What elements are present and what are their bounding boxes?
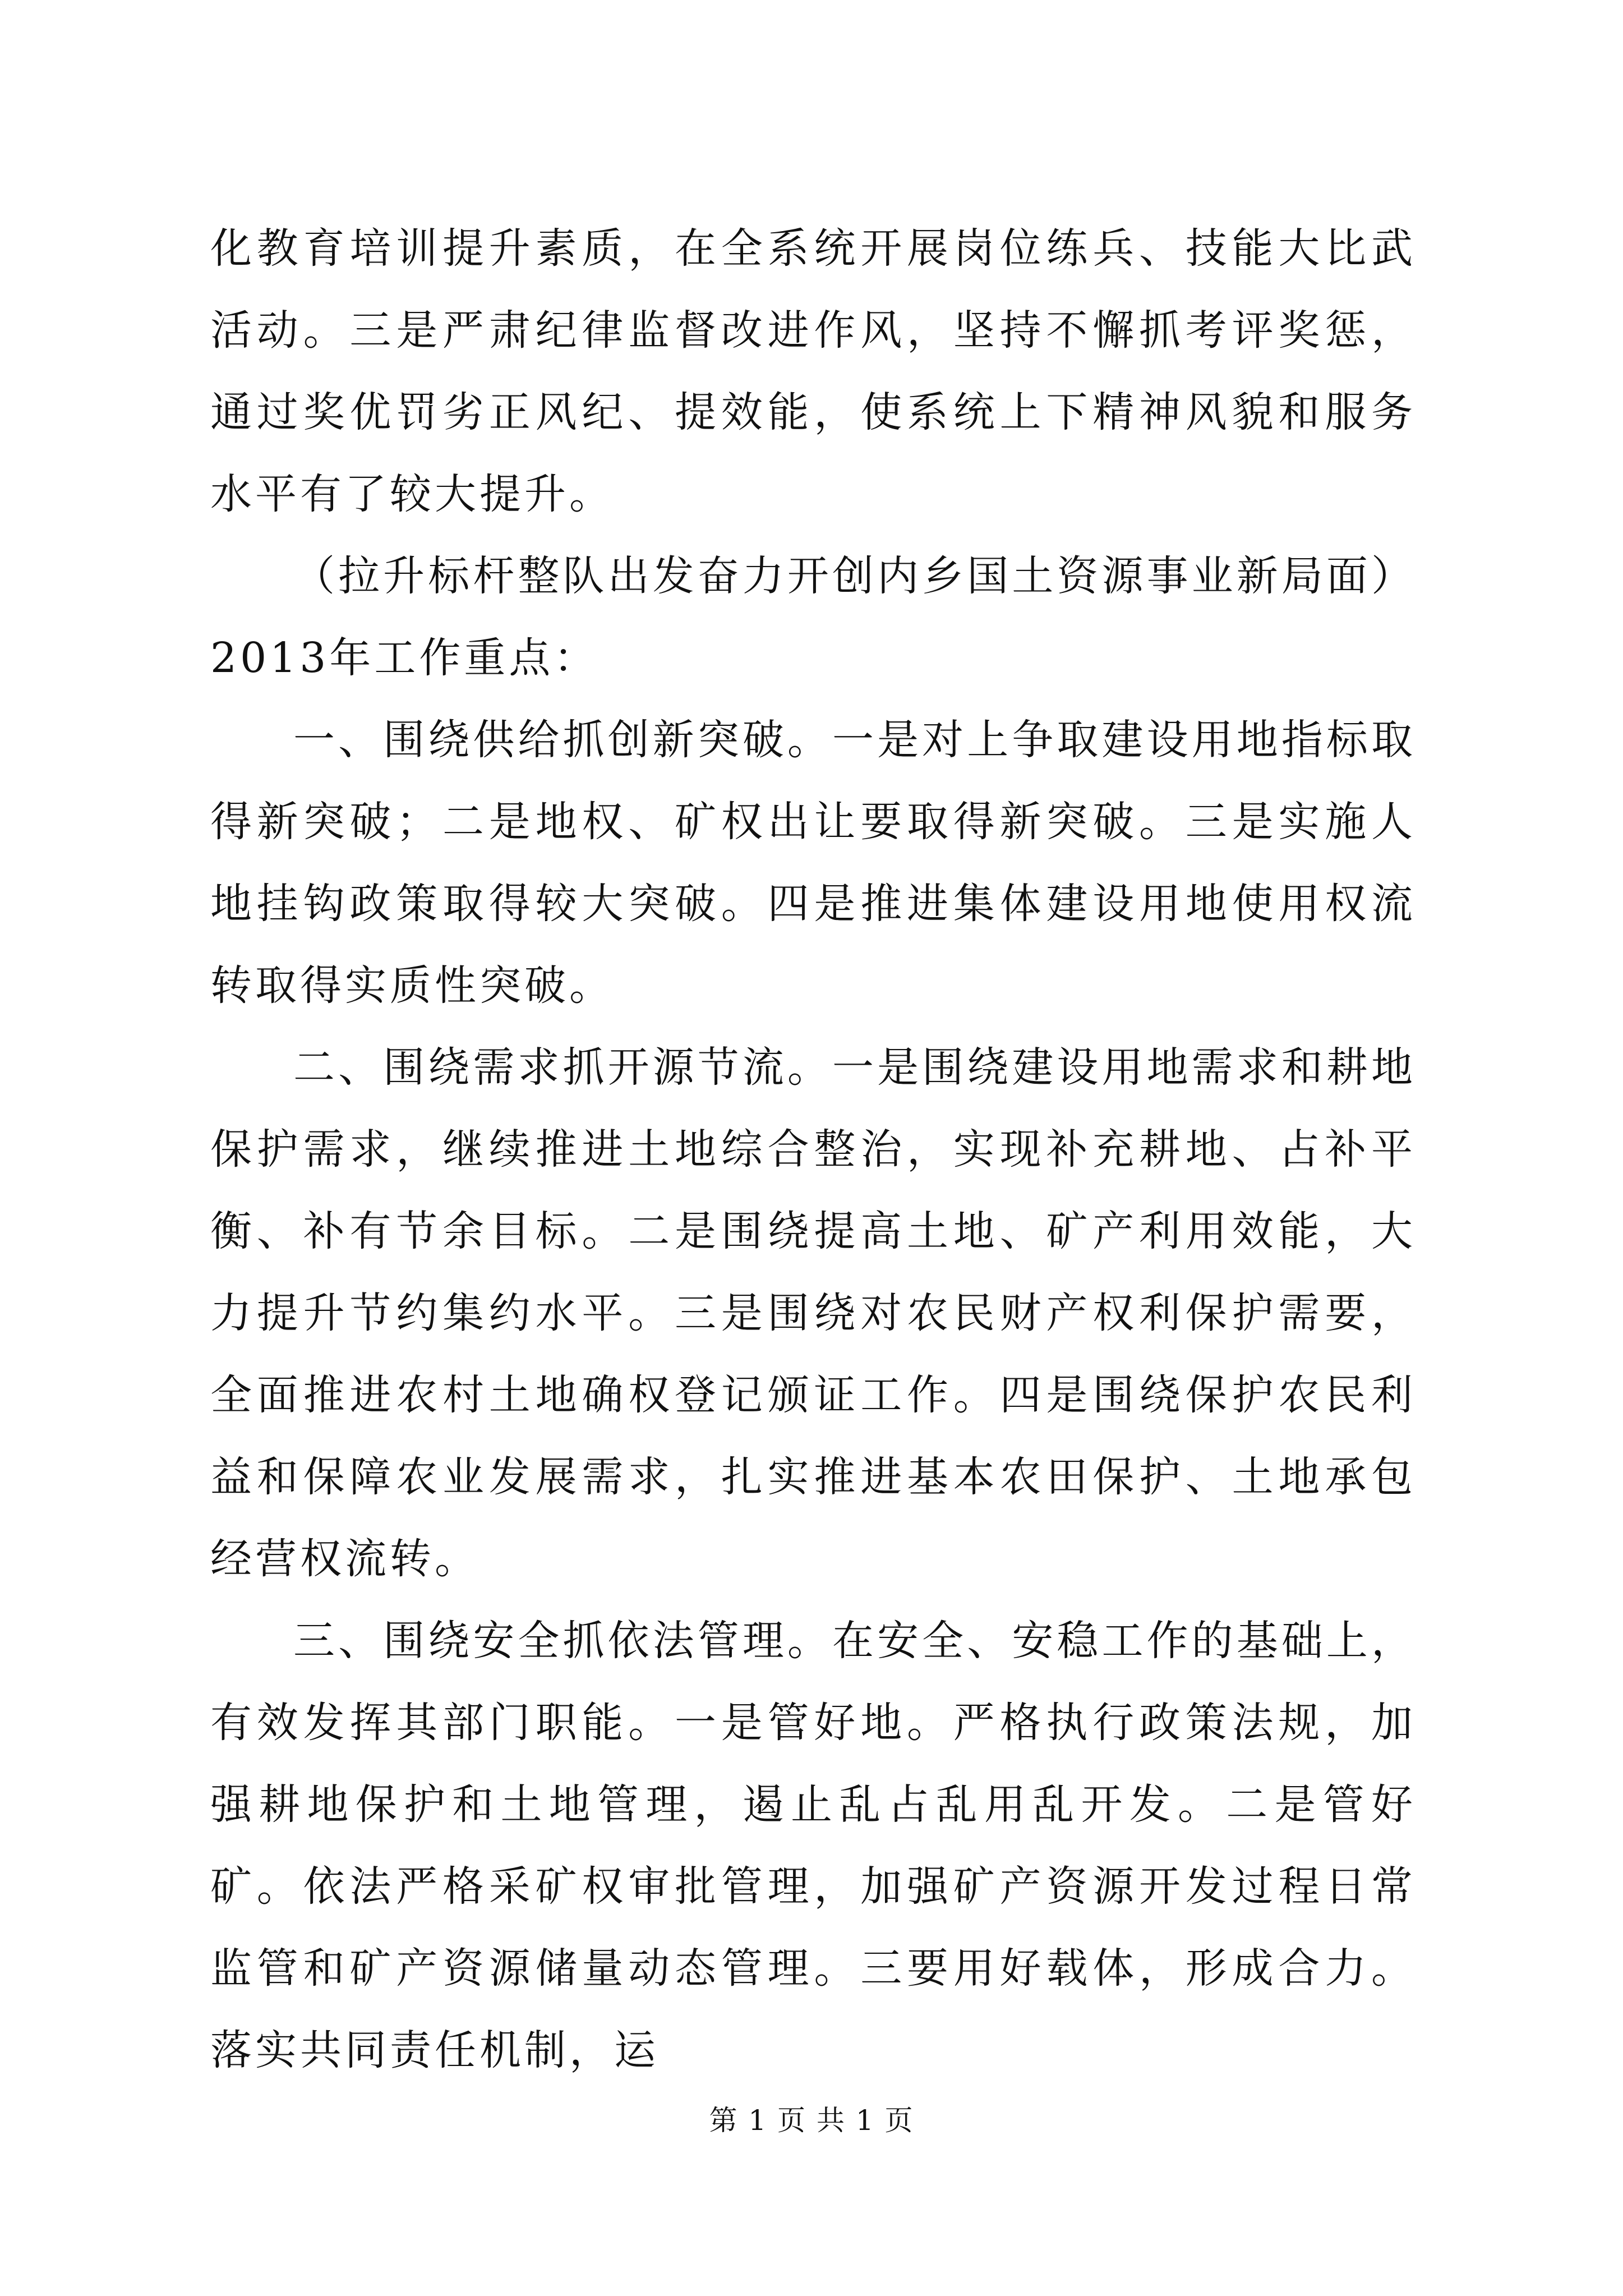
paragraph-heading: （拉升标杆整队出发奋力开创内乡国土资源事业新局面）2013年工作重点：: [210, 552, 1416, 682]
paragraph-continuation: 化教育培训提升素质，在全系统开展岗位练兵、技能大比武活动。三是严肃纪律监督改进作风，坚持不懈抓考评奖惩，通过奖优罚劣正风纪、提效能，使系统上下精神风貌和服务水平有了较大提升。: [210, 224, 1416, 518]
paragraph-point-1: 一、围绕供给抓创新突破。一是对上争取建设用地指标取得新突破；二是地权、矿权出让要取得新突破。三是实施人地挂钩政策取得较大突破。四是推进集体建设用地使用权流转取得实质性突破。: [210, 716, 1416, 1010]
document-body: [210, 208, 1416, 2091]
paragraph-point-2: 二、围绕需求抓开源节流。一是围绕建设用地需求和耕地保护需求，继续推进土地综合整治，实现补充耕地、占补平衡、补有节余目标。二是围绕提高土地、矿产利用效能，大力提升节约集约水平。三是围绕对农民财产权利保护需要，全面推进农村土地确权登记颁证工作。四是围绕保护农民利益和保障农业发展需求，扎实推进基本农田保护、土地承包经营权流转。: [210, 1043, 1416, 1583]
page-number-footer: 第 1 页 共 1 页: [709, 2104, 914, 2137]
paragraph-point-3: 三、围绕安全抓依法管理。在安全、安稳工作的基础上，有效发挥其部门职能。一是管好地。严格执行政策法规，加强耕地保护和土地管理，遏止乱占乱用乱开发。二是管好矿。依法严格采矿权审批管理，加强矿产资源开发过程日常监管和矿产资源储量动态管理。三要用好载体，形成合力。落实共同责任机制，运: [210, 1617, 1416, 2074]
